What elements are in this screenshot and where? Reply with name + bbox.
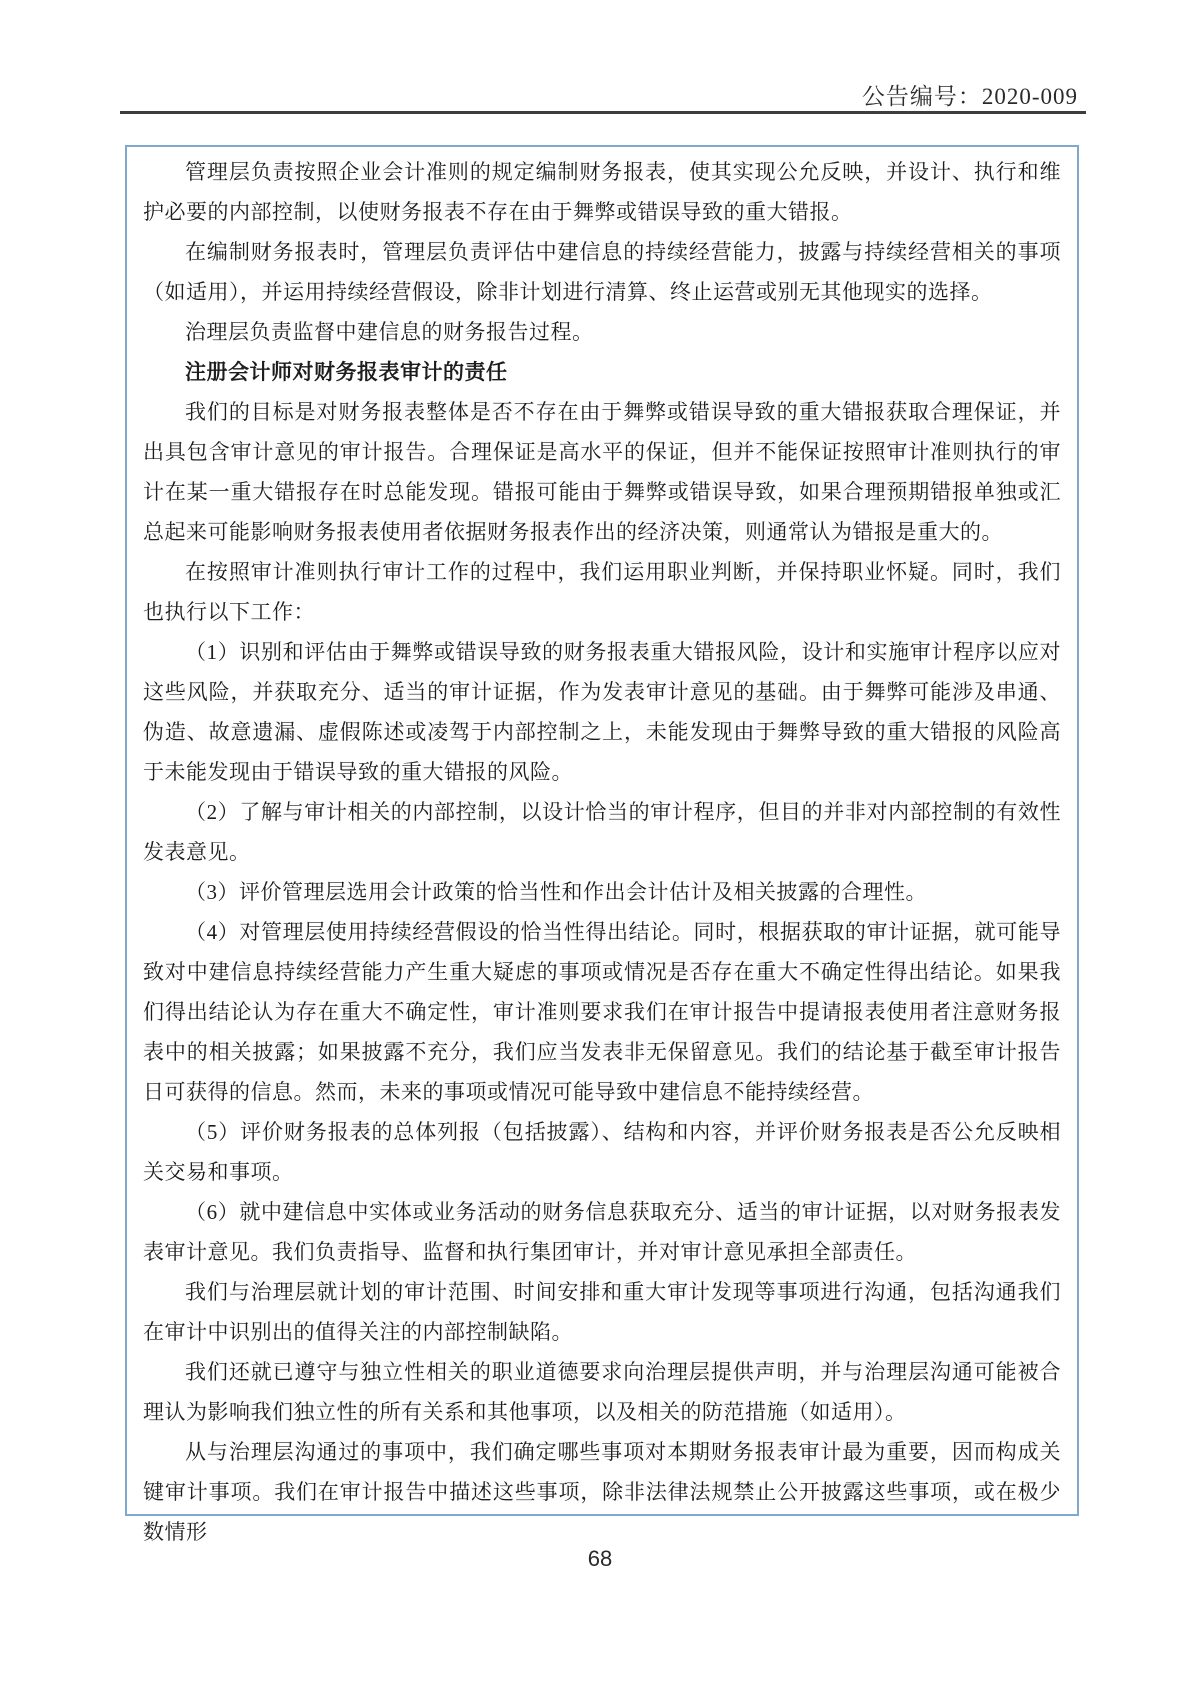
paragraph: （4）对管理层使用持续经营假设的恰当性得出结论。同时，根据获取的审计证据，就可能导致对中建信息持续经营能力产生重大疑虑的事项或情况是否存在重大不确定性得出结论。如果我们得出结论认为存在重大不确定性，审计准则要求我们在审计报告中提请报表使用者注意财务报表中的相关披露；如果披露不充分，我们应当发表非无保留意见。我们的结论基于截至审计报告日可获得的信息。然而，未来的事项或情况可能导致中建信息不能持续经营。 bbox=[143, 920, 1061, 1104]
paragraph: （1）识别和评估由于舞弊或错误导致的财务报表重大错报风险，设计和实施审计程序以应对这些风险，并获取充分、适当的审计证据，作为发表审计意见的基础。由于舞弊可能涉及串通、伪造、故意遗漏、虚假陈述或凌驾于内部控制之上，未能发现由于舞弊导致的重大错报的风险高于未能发现由于错误导致的重大错报的风险。 bbox=[143, 640, 1061, 784]
page-number: 68 bbox=[587, 1546, 613, 1571]
section-heading: 注册会计师对财务报表审计的责任 bbox=[185, 360, 508, 384]
paragraph: 我们的目标是对财务报表整体是否不存在由于舞弊或错误导致的重大错报获取合理保证，并出具包含审计意见的审计报告。合理保证是高水平的保证，但并不能保证按照审计准则执行的审计在某一重大错报存在时总能发现。错报可能由于舞弊或错误导致，如果合理预期错报单独或汇总起来可能影响财务报表使用者依据财务报表作出的经济决策，则通常认为错报是重大的。 bbox=[143, 400, 1061, 544]
paragraph: 治理层负责监督中建信息的财务报告过程。 bbox=[185, 320, 594, 344]
announcement-number: 公告编号：2020-009 bbox=[861, 84, 1078, 109]
paragraph: 在编制财务报表时，管理层负责评估中建信息的持续经营能力，披露与持续经营相关的事项（如适用），并运用持续经营假设，除非计划进行清算、终止运营或别无其他现实的选择。 bbox=[143, 240, 1061, 304]
paragraph: （3）评价管理层选用会计政策的恰当性和作出会计估计及相关披露的合理性。 bbox=[185, 880, 927, 904]
paragraph: 我们与治理层就计划的审计范围、时间安排和重大审计发现等事项进行沟通，包括沟通我们在审计中识别出的值得关注的内部控制缺陷。 bbox=[143, 1280, 1061, 1344]
paragraph: 在按照审计准则执行审计工作的过程中，我们运用职业判断，并保持职业怀疑。同时，我们也执行以下工作： bbox=[143, 560, 1061, 624]
document-body bbox=[127, 147, 1077, 1552]
paragraph: 我们还就已遵守与独立性相关的职业道德要求向治理层提供声明，并与治理层沟通可能被合理认为影响我们独立性的所有关系和其他事项，以及相关的防范措施（如适用）。 bbox=[143, 1360, 1061, 1424]
document-border-box bbox=[125, 145, 1079, 1544]
header-divider bbox=[120, 111, 1086, 114]
paragraph: （5）评价财务报表的总体列报（包括披露）、结构和内容，并评价财务报表是否公允反映相关交易和事项。 bbox=[143, 1120, 1061, 1184]
paragraph: （2）了解与审计相关的内部控制，以设计恰当的审计程序，但目的并非对内部控制的有效性发表意见。 bbox=[143, 800, 1061, 864]
paragraph: 从与治理层沟通过的事项中，我们确定哪些事项对本期财务报表审计最为重要，因而构成关键审计事项。我们在审计报告中描述这些事项，除非法律法规禁止公开披露这些事项，或在极少数情形 bbox=[143, 1440, 1061, 1544]
paragraph: 管理层负责按照企业会计准则的规定编制财务报表，使其实现公允反映，并设计、执行和维护必要的内部控制，以使财务报表不存在由于舞弊或错误导致的重大错报。 bbox=[143, 160, 1061, 224]
paragraph: （6）就中建信息中实体或业务活动的财务信息获取充分、适当的审计证据，以对财务报表发表审计意见。我们负责指导、监督和执行集团审计，并对审计意见承担全部责任。 bbox=[143, 1200, 1061, 1264]
